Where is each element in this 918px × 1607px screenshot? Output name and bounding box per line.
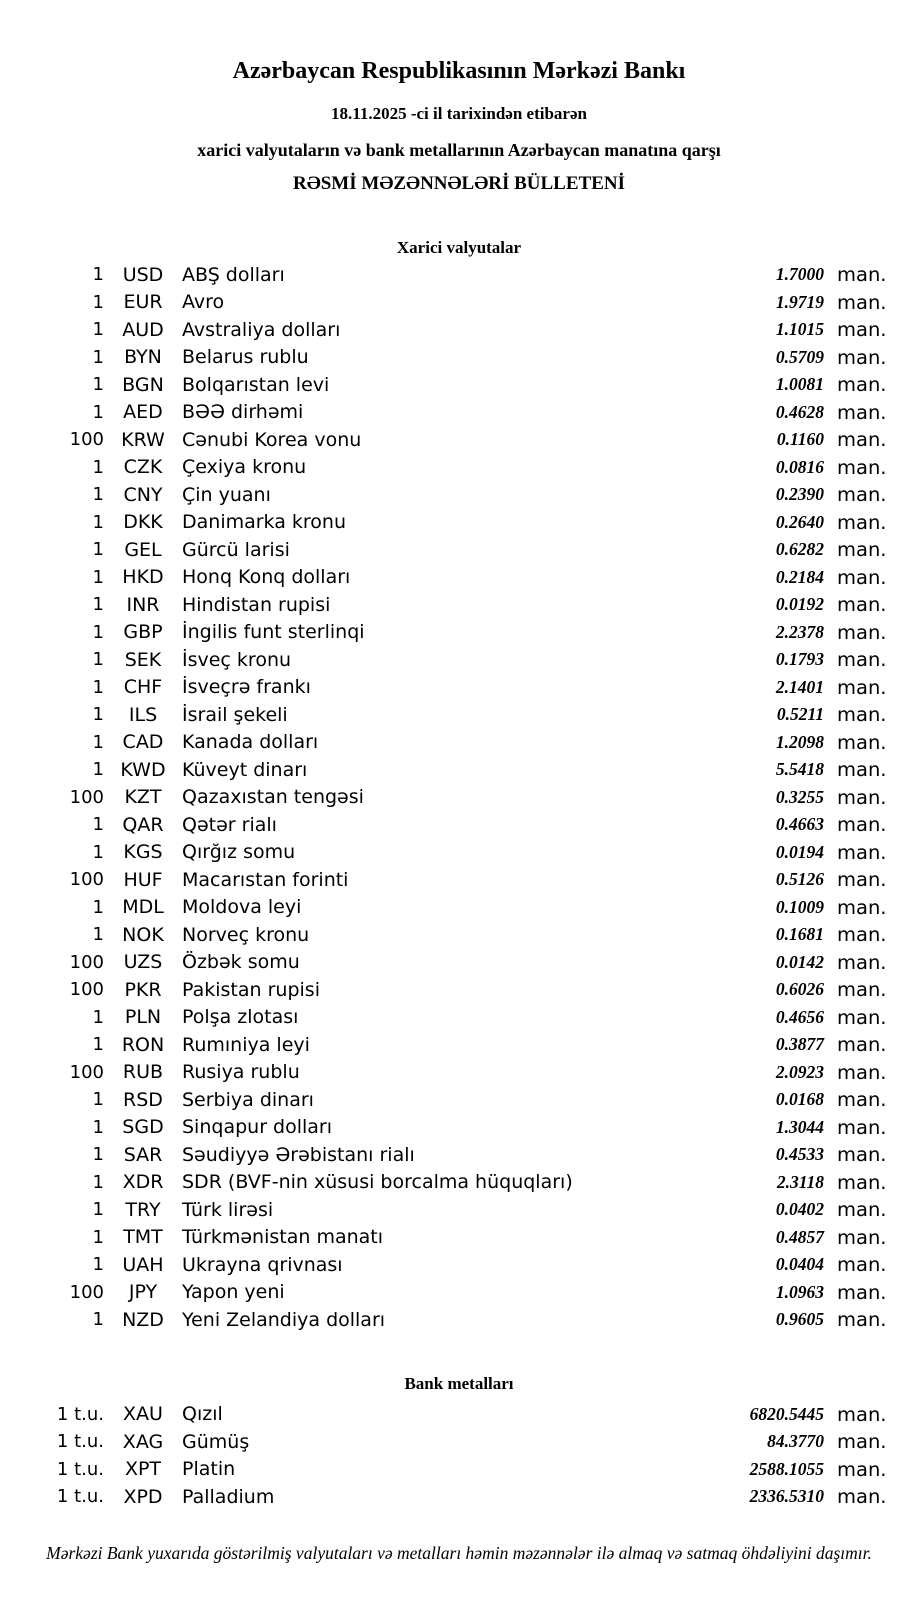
rate-row <box>0 1114 888 1142</box>
exchange-rate: 0.4857 <box>775 1226 824 1247</box>
quantity-value: 1 t.u. <box>56 1458 104 1480</box>
currency-code: BGN <box>122 373 164 396</box>
manat-unit-label: man. <box>837 1060 887 1084</box>
currency-code: TMT <box>123 1226 163 1249</box>
currency-code: MDL <box>122 896 164 919</box>
rate-row <box>0 536 888 564</box>
currency-name: Belarus rublu <box>182 346 309 369</box>
rate-row <box>0 426 888 454</box>
currency-name: Qətər rialı <box>182 813 277 836</box>
currency-code: KGS <box>123 841 163 864</box>
currency-name: Bolqarıstan levi <box>182 373 330 396</box>
rate-row <box>0 481 888 509</box>
currency-name: Qızıl <box>182 1403 223 1426</box>
currency-code: PLN <box>124 1006 162 1029</box>
rate-row <box>0 1483 888 1511</box>
exchange-rate: 1.0963 <box>775 1281 824 1302</box>
quantity-value: 1 <box>92 319 104 341</box>
exchange-rate: 0.4628 <box>775 401 824 422</box>
quantity-value: 1 <box>92 484 104 506</box>
exchange-rate: 0.2184 <box>775 566 824 587</box>
manat-unit-label: man. <box>837 1430 887 1454</box>
exchange-rate: 0.0168 <box>775 1089 824 1110</box>
manat-unit-label: man. <box>837 455 887 479</box>
rate-row <box>0 371 888 399</box>
currency-name: Cənubi Korea vonu <box>182 428 362 451</box>
currency-code: KRW <box>121 428 165 451</box>
quantity-value: 1 <box>92 841 104 863</box>
rate-row <box>0 674 888 702</box>
rate-row <box>0 1004 888 1032</box>
currency-name: Moldova leyi <box>182 896 302 919</box>
rate-row <box>0 1456 888 1484</box>
manat-unit-label: man. <box>837 510 887 534</box>
rate-row <box>0 399 888 427</box>
currency-name: Macarıstan forinti <box>182 868 349 891</box>
currency-code: UAH <box>122 1253 164 1276</box>
rate-row <box>0 701 888 729</box>
manat-unit-label: man. <box>837 290 887 314</box>
currency-name: Palladium <box>182 1485 275 1508</box>
currency-name: Qırğız somu <box>182 841 296 864</box>
currency-table <box>0 261 918 1334</box>
rate-row <box>0 619 888 647</box>
currency-name: Çexiya kronu <box>182 456 307 479</box>
exchange-rate: 0.5126 <box>775 869 824 890</box>
currency-code: CNY <box>123 483 163 506</box>
currency-code: BYN <box>124 346 162 369</box>
currency-code: HKD <box>122 566 164 589</box>
rate-row <box>0 564 888 592</box>
rate-row <box>0 1169 888 1197</box>
currency-code: RSD <box>123 1088 163 1111</box>
quantity-value: 1 <box>92 1006 104 1028</box>
currency-name: Avstraliya dolları <box>182 318 341 341</box>
rate-row <box>0 1196 888 1224</box>
quantity-value: 1 <box>92 1116 104 1138</box>
rate-row <box>0 591 888 619</box>
currency-name: Rumıniya leyi <box>182 1033 310 1056</box>
currency-code: GBP <box>123 621 163 644</box>
quantity-value: 1 <box>92 264 104 286</box>
currency-code: CZK <box>123 456 163 479</box>
quantity-value: 1 t.u. <box>56 1431 104 1453</box>
rate-row <box>0 1031 888 1059</box>
currency-code: AUD <box>122 318 164 341</box>
quantity-value: 1 <box>92 924 104 946</box>
exchange-rate: 2.2378 <box>775 621 824 642</box>
currency-name: Qazaxıstan tengəsi <box>182 786 364 809</box>
manat-unit-label: man. <box>837 923 887 947</box>
currency-name: Kanada dolları <box>182 731 319 754</box>
currency-name: İsveç kronu <box>182 648 292 671</box>
quantity-value: 1 <box>92 374 104 396</box>
currency-code: XPD <box>123 1485 163 1508</box>
manat-unit-label: man. <box>837 565 887 589</box>
quantity-value: 1 <box>92 291 104 313</box>
currency-name: Gürcü larisi <box>182 538 290 561</box>
currency-name: Gümüş <box>182 1430 250 1453</box>
quantity-value: 1 <box>92 649 104 671</box>
exchange-rate: 0.0194 <box>775 841 824 862</box>
currency-code: KWD <box>120 758 166 781</box>
manat-unit-label: man. <box>837 1115 887 1139</box>
currency-name: Polşa zlotası <box>182 1006 299 1029</box>
exchange-rate: 0.0192 <box>775 594 824 615</box>
manat-unit-label: man. <box>837 868 887 892</box>
quantity-value: 1 <box>92 1309 104 1331</box>
currency-code: CHF <box>123 676 163 699</box>
manat-unit-label: man. <box>837 1457 887 1481</box>
exchange-rate: 0.6026 <box>775 979 824 1000</box>
exchange-rate: 0.4656 <box>775 1006 824 1027</box>
quantity-value: 100 <box>69 979 104 1001</box>
manat-unit-label: man. <box>837 840 887 864</box>
manat-unit-label: man. <box>837 730 887 754</box>
currency-name: Platin <box>182 1458 236 1481</box>
currency-code: QAR <box>122 813 164 836</box>
quantity-value: 1 <box>92 346 104 368</box>
rate-row <box>0 344 888 372</box>
manat-unit-label: man. <box>837 1170 887 1194</box>
currency-name: Sinqapur dolları <box>182 1116 333 1139</box>
rate-row <box>0 1401 888 1429</box>
manat-unit-label: man. <box>837 593 887 617</box>
currency-code: ILS <box>128 703 158 726</box>
rate-row <box>0 729 888 757</box>
exchange-rate: 0.2390 <box>775 484 824 505</box>
quantity-value: 1 <box>92 731 104 753</box>
quantity-value: 1 <box>92 814 104 836</box>
manat-unit-label: man. <box>837 1088 887 1112</box>
currency-code: NOK <box>122 923 164 946</box>
quantity-value: 1 <box>92 539 104 561</box>
currency-name: Danimarka kronu <box>182 511 347 534</box>
manat-unit-label: man. <box>837 263 887 287</box>
exchange-rate: 0.3255 <box>775 786 824 807</box>
manat-unit-label: man. <box>837 1033 887 1057</box>
rate-row <box>0 316 888 344</box>
currency-name: İngilis funt sterlinqi <box>182 621 365 644</box>
currency-code: JPY <box>128 1281 158 1304</box>
currency-name: Hindistan rupisi <box>182 593 331 616</box>
manat-unit-label: man. <box>837 703 887 727</box>
manat-unit-label: man. <box>837 1143 887 1167</box>
rate-row <box>0 866 888 894</box>
quantity-value: 100 <box>69 786 104 808</box>
currency-code: UZS <box>123 951 163 974</box>
manat-unit-label: man. <box>837 895 887 919</box>
manat-unit-label: man. <box>837 428 887 452</box>
currency-code: XPT <box>124 1458 162 1481</box>
manat-unit-label: man. <box>837 785 887 809</box>
quantity-value: 1 <box>92 621 104 643</box>
quantity-value: 1 <box>92 401 104 423</box>
exchange-rate: 0.0402 <box>775 1199 824 1220</box>
currency-name: ABŞ dolları <box>182 263 285 286</box>
currency-name: Avro <box>182 291 225 314</box>
currency-code: EUR <box>123 291 163 314</box>
bank-name-title: Azərbaycan Respublikasının Mərkəzi Bankı <box>232 58 686 84</box>
currency-code: NZD <box>122 1308 164 1331</box>
currency-code: TRY <box>125 1198 161 1221</box>
currency-code: HUF <box>123 868 163 891</box>
manat-unit-label: man. <box>837 950 887 974</box>
exchange-rate: 0.6282 <box>775 539 824 560</box>
quantity-value: 1 <box>92 1171 104 1193</box>
currency-name: Küveyt dinarı <box>182 758 308 781</box>
bulletin-subtitle: xarici valyutaların və bank metallarının Azərbaycan manatına qarşı <box>197 140 721 160</box>
exchange-rate: 2336.5310 <box>749 1486 824 1507</box>
exchange-rate: 2.0923 <box>775 1061 824 1082</box>
manat-unit-label: man. <box>837 1253 887 1277</box>
currency-code: RON <box>121 1033 165 1056</box>
exchange-rate: 1.7000 <box>775 264 824 285</box>
currency-name: Honq Konq dolları <box>182 566 351 589</box>
rate-row <box>0 1251 888 1279</box>
quantity-value: 1 <box>92 759 104 781</box>
quantity-value: 1 <box>92 511 104 533</box>
currency-name: Türkmənistan manatı <box>182 1226 384 1249</box>
bulletin-title: RƏSMİ MƏZƏNNƏLƏRİ BÜLLETENİ <box>292 173 625 194</box>
quantity-value: 1 <box>92 1034 104 1056</box>
obligation-footnote: Mərkəzi Bank yuxarıda göstərilmiş valyutaları və metalları həmin məzənnələr ilə almaq və satmaq öhdəliyini daşımır. <box>46 1542 872 1563</box>
rate-row <box>0 261 888 289</box>
rate-row <box>0 839 888 867</box>
currency-code: SAR <box>123 1143 163 1166</box>
exchange-rate: 0.1160 <box>776 429 824 450</box>
quantity-value: 100 <box>69 429 104 451</box>
manat-unit-label: man. <box>837 813 887 837</box>
rate-row <box>0 454 888 482</box>
exchange-rate: 0.3877 <box>775 1034 824 1055</box>
manat-unit-label: man. <box>837 538 887 562</box>
exchange-rate: 1.9719 <box>775 291 824 312</box>
rate-row <box>0 1224 888 1252</box>
manat-unit-label: man. <box>837 1485 887 1509</box>
exchange-rate: 1.0081 <box>775 374 824 395</box>
currency-code: USD <box>122 263 164 286</box>
quantity-value: 1 t.u. <box>56 1403 104 1425</box>
manat-unit-label: man. <box>837 1308 887 1332</box>
currency-name: Yapon yeni <box>182 1281 285 1304</box>
exchange-rate: 0.5211 <box>776 704 824 725</box>
manat-unit-label: man. <box>837 1225 887 1249</box>
exchange-rate: 0.2640 <box>775 511 824 532</box>
exchange-rate: 0.1793 <box>775 649 824 670</box>
rate-row <box>0 509 888 537</box>
exchange-rate: 0.0816 <box>775 456 824 477</box>
quantity-value: 1 <box>92 456 104 478</box>
quantity-value: 1 <box>92 896 104 918</box>
quantity-value: 1 <box>92 566 104 588</box>
exchange-rate: 1.1015 <box>775 319 824 340</box>
currency-name: Norveç kronu <box>182 923 310 946</box>
rate-row <box>0 1086 888 1114</box>
currency-code: GEL <box>124 538 162 561</box>
quantity-value: 1 <box>92 1254 104 1276</box>
quantity-value: 1 t.u. <box>56 1486 104 1508</box>
exchange-rate: 1.2098 <box>775 731 824 752</box>
rate-row <box>0 784 888 812</box>
currency-code: DKK <box>123 511 163 534</box>
rate-row <box>0 1428 888 1456</box>
currency-name: İsveçrə frankı <box>182 676 311 699</box>
exchange-rate: 0.1681 <box>775 924 824 945</box>
currency-name: BƏƏ dirhəmi <box>182 401 304 424</box>
metals-table <box>0 1401 918 1511</box>
rate-row <box>0 894 888 922</box>
exchange-rate: 1.3044 <box>775 1116 824 1137</box>
rate-row <box>0 976 888 1004</box>
manat-unit-label: man. <box>837 620 887 644</box>
manat-unit-label: man. <box>837 318 887 342</box>
quantity-value: 100 <box>69 1061 104 1083</box>
manat-unit-label: man. <box>837 978 887 1002</box>
manat-unit-label: man. <box>837 1402 887 1426</box>
quantity-value: 100 <box>69 1281 104 1303</box>
rate-row <box>0 289 888 317</box>
quantity-value: 100 <box>69 869 104 891</box>
foreign-currencies-section-title: Xarici valyutalar <box>396 238 522 257</box>
rate-row <box>0 1279 888 1307</box>
rate-row <box>0 949 888 977</box>
currency-name: Rusiya rublu <box>182 1061 300 1084</box>
currency-code: XAU <box>123 1403 163 1426</box>
quantity-value: 1 <box>92 1226 104 1248</box>
manat-unit-label: man. <box>837 1198 887 1222</box>
exchange-rate: 2588.1055 <box>749 1458 824 1479</box>
exchange-rate: 2.1401 <box>775 676 824 697</box>
manat-unit-label: man. <box>837 1280 887 1304</box>
currency-name: Səudiyyə Ərəbistanı rialı <box>182 1143 415 1166</box>
currency-name: SDR (BVF-nin xüsusi borcalma hüquqları) <box>182 1171 573 1194</box>
rate-row <box>0 1306 888 1334</box>
exchange-rate: 6820.5445 <box>749 1403 824 1424</box>
currency-code: SGD <box>122 1116 164 1139</box>
currency-code: XAG <box>122 1430 164 1453</box>
rate-row <box>0 921 888 949</box>
manat-unit-label: man. <box>837 345 887 369</box>
currency-name: Ukrayna qrivnası <box>182 1253 343 1276</box>
manat-unit-label: man. <box>837 648 887 672</box>
exchange-rate: 0.4663 <box>775 814 824 835</box>
currency-name: Pakistan rupisi <box>182 978 320 1001</box>
manat-unit-label: man. <box>837 483 887 507</box>
document-header <box>0 0 918 195</box>
currency-name: Çin yuanı <box>182 483 271 506</box>
exchange-rate: 0.9605 <box>775 1309 824 1330</box>
exchange-rate: 84.3770 <box>767 1431 824 1452</box>
manat-unit-label: man. <box>837 400 887 424</box>
currency-name: İsrail şekeli <box>182 703 288 726</box>
rate-row <box>0 756 888 784</box>
currency-code: RUB <box>122 1061 164 1084</box>
manat-unit-label: man. <box>837 675 887 699</box>
currency-code: AED <box>123 401 163 424</box>
quantity-value: 1 <box>92 1089 104 1111</box>
quantity-value: 100 <box>69 951 104 973</box>
exchange-rate: 5.5418 <box>775 759 824 780</box>
currency-name: Türk lirəsi <box>182 1198 274 1221</box>
currency-name: Serbiya dinarı <box>182 1088 314 1111</box>
currency-code: INR <box>126 593 160 616</box>
currency-code: CAD <box>122 731 164 754</box>
quantity-value: 1 <box>92 704 104 726</box>
currency-code: XDR <box>122 1171 164 1194</box>
rate-row <box>0 1059 888 1087</box>
currency-name: Yeni Zelandiya dolları <box>182 1308 386 1331</box>
quantity-value: 1 <box>92 594 104 616</box>
currency-code: PKR <box>124 978 162 1001</box>
manat-unit-label: man. <box>837 758 887 782</box>
quantity-value: 1 <box>92 1144 104 1166</box>
exchange-rate: 0.1009 <box>775 896 824 917</box>
quantity-value: 1 <box>92 676 104 698</box>
rate-row <box>0 646 888 674</box>
currency-name: Özbək somu <box>182 951 300 974</box>
bank-metals-section-title: Bank metalları <box>404 1373 514 1393</box>
exchange-rate: 0.4533 <box>775 1144 824 1165</box>
exchange-rate: 2.3118 <box>776 1171 824 1192</box>
manat-unit-label: man. <box>837 1005 887 1029</box>
exchange-rate: 0.0404 <box>775 1254 824 1275</box>
exchange-rate: 0.0142 <box>775 951 824 972</box>
effective-date-line: 18.11.2025 -ci il tarixindən etibarən <box>331 104 587 123</box>
manat-unit-label: man. <box>837 373 887 397</box>
quantity-value: 1 <box>92 1199 104 1221</box>
rate-row <box>0 811 888 839</box>
currency-code: KZT <box>124 786 162 809</box>
currency-code: SEK <box>124 648 162 671</box>
exchange-rate: 0.5709 <box>775 346 824 367</box>
rate-row <box>0 1141 888 1169</box>
